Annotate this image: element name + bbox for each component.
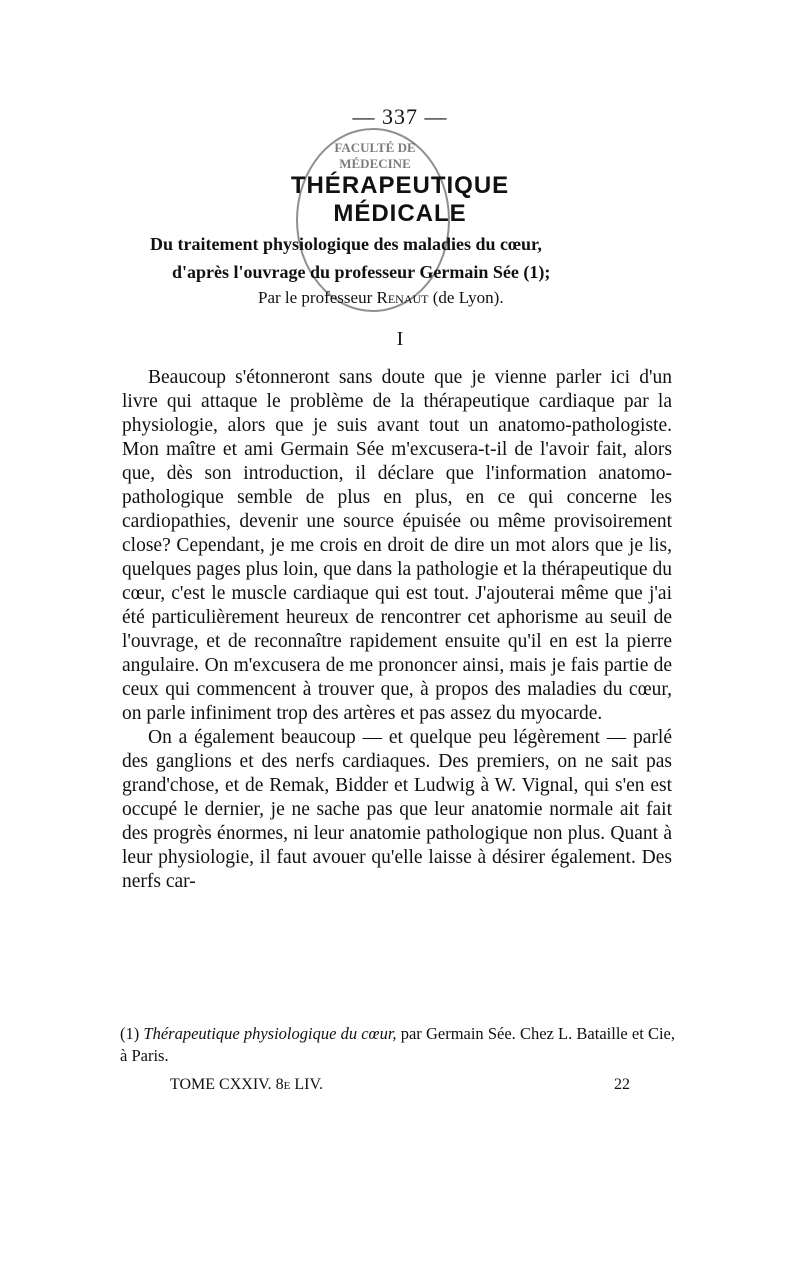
footnote-marker: (1) [120,1024,140,1043]
section-number: I [396,328,404,350]
footnote [120,1023,675,1067]
page-number: — 337 — [352,104,448,129]
library-stamp-text: FACULTÉ DE MÉDECINE [334,140,416,171]
section-heading: THÉRAPEUTIQUE MÉDICALE [290,172,510,227]
page-footer [170,1076,630,1094]
footer-volume: TOME CXXIV. 8e LIV. [170,1076,323,1093]
author-suffix: (de Lyon). [432,288,504,307]
footer-sheet-number: 22 [614,1076,630,1093]
footnote-text: par Germain Sée. Chez L. Bataille et Cie, à Paris. [120,1024,676,1065]
author-name: Renaut [376,288,429,307]
article-title-line-2: d'après l'ouvrage du professeur Germain Sée (1); [172,262,551,282]
paragraph-1: Beaucoup s'étonneront sans doute que je vienne parler ici d'un livre qui attaque le problème de la thérapeutique cardiaque par la physiologie, alors que je suis avant tout un anatomo-pathologiste. Mon maître et ami Germain Sée m'excusera-t-il de l'avoir fait, alors que, dès son introduction, il déclare que l'information anatomo-pathologique semble de plus en plus, en ce qui concerne les cardiopathies, devenir une source épuisée ou même provisoirement close? Cependant, je me crois en droit de dire un mot alors que je lis, quelques pages plus loin, que dans la pathologie et la thérapeutique du cœur, c'est le muscle cardiaque qui est tout. J'ajouterai même que j'ai été particulièrement heureux de rencontrer cet aphorisme au seuil de l'ouvrage, et de reconnaître rapidement ensuite qu'il en est la pierre angulaire. On m'excusera de me prononcer ainsi, mais je fais partie de ceux qui commencent à trouver que, à propos des maladies du cœur, on parle infiniment trop des artères et pas assez du myocarde. [122,367,672,724]
author-prefix: Par le professeur [258,288,373,307]
article-title-line-1: Du traitement physiologique des maladies du cœur, [150,234,542,254]
article-body [122,366,672,894]
paragraph-2: On a également beaucoup — et quelque peu légèrement — parlé des ganglions et des nerfs cardiaques. Des premiers, on ne sait pas grand'chose, et de Remak, Bidder et Ludwig à W. Vignal, qui s'en est occupé le dernier, je ne sache pas que leur anatomie normale ait fait des progrès énormes, ni leur anatomie pathologique non plus. Quant à leur physiologie, il faut avouer qu'elle laisse à désirer également. Des nerfs car- [122,727,672,892]
author-line [258,288,558,308]
footnote-book-title: Thérapeutique physiologique du cœur, [143,1024,397,1043]
